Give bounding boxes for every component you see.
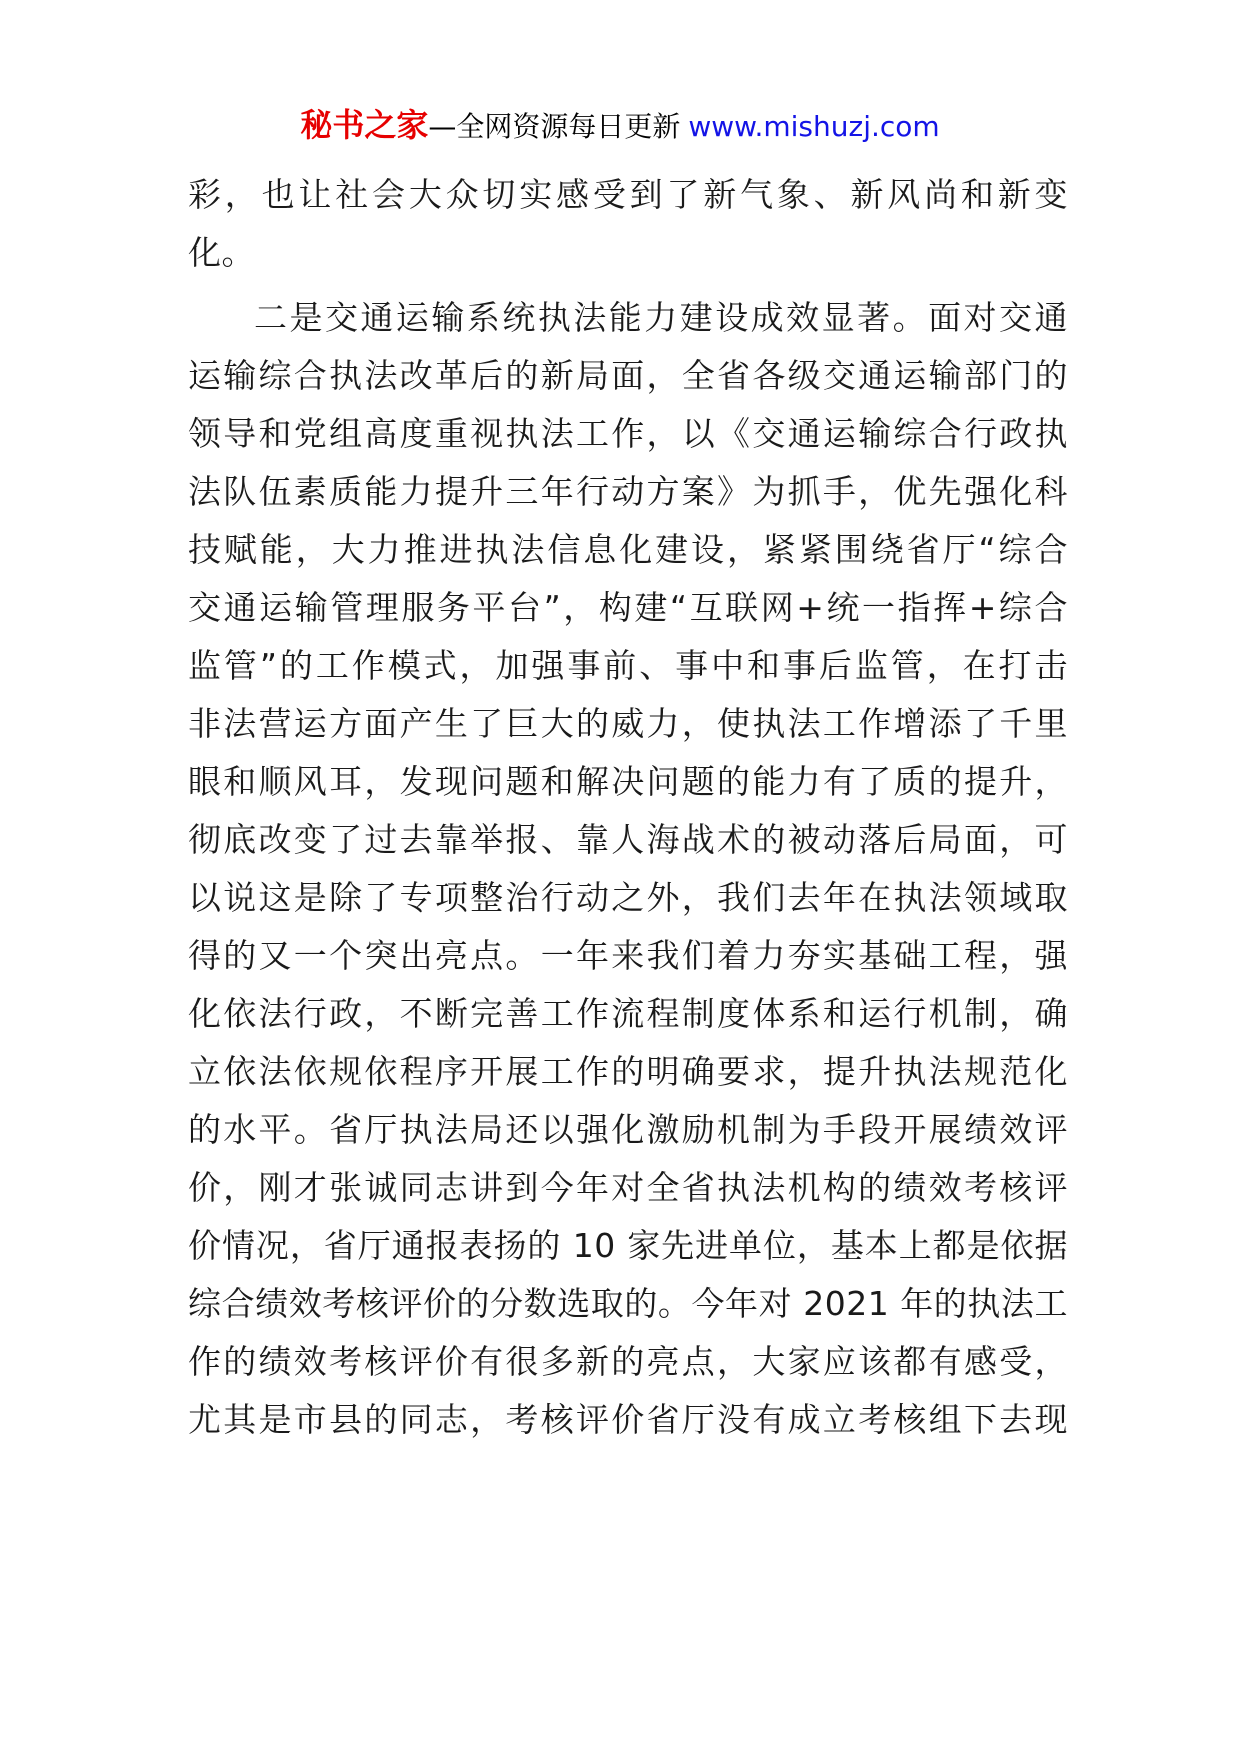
text-line-13: 以说这是除了专项整治行动之外，我们去年在执法领域取 bbox=[188, 878, 1068, 917]
text-line-17: 的水平。省厅执法局还以强化激励机制为手段开展绩效评 bbox=[188, 1110, 1068, 1149]
text-line-2: 化。 bbox=[188, 233, 255, 272]
text-line-20: 综合绩效考核评价的分数选取的。今年对 2021 年的执法工 bbox=[188, 1284, 1068, 1323]
header-site-link[interactable]: www.mishuzj.com bbox=[688, 110, 940, 143]
text-line-4: 运输综合执法改革后的新局面，全省各级交通运输部门的 bbox=[188, 356, 1068, 395]
text-line-21: 作的绩效考核评价有很多新的亮点，大家应该都有感受， bbox=[188, 1342, 1068, 1381]
text-line-12: 彻底改变了过去靠举报、靠人海战术的被动落后局面，可 bbox=[188, 820, 1068, 859]
text-line-7: 技赋能，大力推进执法信息化建设，紧紧围绕省厅“综合 bbox=[188, 530, 1068, 569]
header-brand: 秘书之家 bbox=[300, 106, 429, 144]
text-line-9: 监管”的工作模式，加强事前、事中和事后监管，在打击 bbox=[188, 646, 1068, 685]
text-line-5: 领导和党组高度重视执法工作，以《交通运输综合行政执 bbox=[188, 414, 1068, 453]
text-line-14: 得的又一个突出亮点。一年来我们着力夯实基础工程，强 bbox=[188, 936, 1068, 975]
text-line-1: 彩，也让社会大众切实感受到了新气象、新风尚和新变 bbox=[188, 175, 1068, 214]
text-line-15: 化依法行政，不断完善工作流程制度体系和运行机制，确 bbox=[188, 994, 1068, 1033]
text-line-19: 价情况，省厅通报表扬的 10 家先进单位，基本上都是依据 bbox=[188, 1226, 1068, 1265]
text-line-11: 眼和顺风耳，发现问题和解决问题的能力有了质的提升， bbox=[188, 762, 1068, 801]
text-line-10: 非法营运方面产生了巨大的威力，使执法工作增添了千里 bbox=[188, 704, 1068, 743]
text-line-8: 交通运输管理服务平台”，构建“互联网+统一指挥+综合 bbox=[188, 588, 1068, 627]
page-header bbox=[0, 103, 1240, 149]
text-line-18: 价，刚才张诚同志讲到今年对全省执法机构的绩效考核评 bbox=[188, 1168, 1068, 1207]
text-line-3: 二是交通运输系统执法能力建设成效显著。面对交通 bbox=[254, 298, 1068, 337]
text-line-16: 立依法依规依程序开展工作的明确要求，提升执法规范化 bbox=[188, 1052, 1068, 1091]
text-line-22: 尤其是市县的同志，考核评价省厅没有成立考核组下去现 bbox=[188, 1400, 1068, 1439]
text-line-6: 法队伍素质能力提升三年行动方案》为抓手，优先强化科 bbox=[188, 472, 1068, 511]
header-tagline: —全网资源每日更新 bbox=[428, 110, 681, 143]
